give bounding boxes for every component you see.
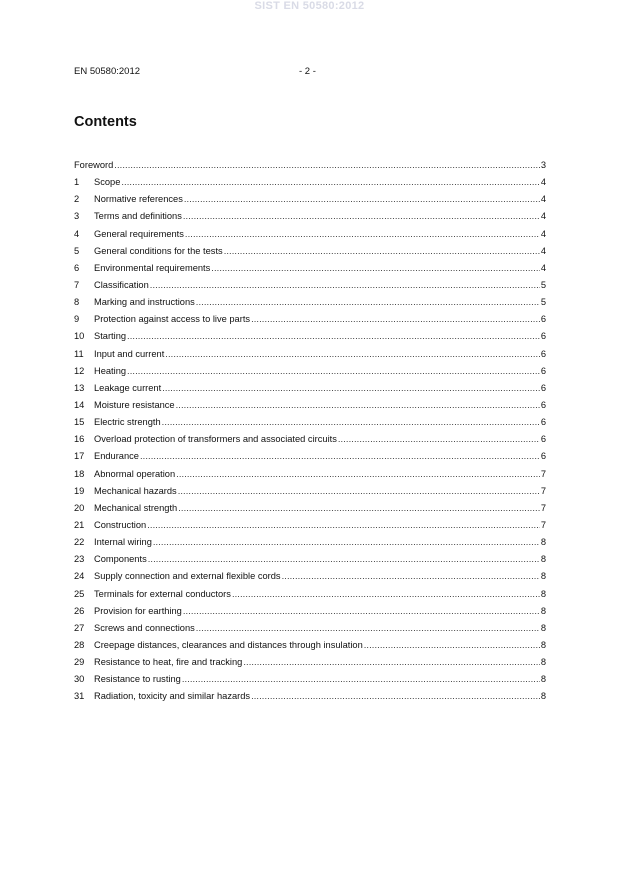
toc-entry-page: 7 <box>540 485 546 496</box>
toc-entry-number: 9 <box>74 314 80 325</box>
toc-entry[interactable] <box>74 417 546 434</box>
toc-entry-title: Provision for earthing <box>94 605 182 616</box>
toc-entry[interactable] <box>74 160 546 177</box>
toc-entry-title: Endurance <box>94 451 139 462</box>
toc-entry-number: 14 <box>74 399 85 410</box>
toc-entry-page: 7 <box>540 519 546 530</box>
toc-entry-number: 13 <box>74 382 85 393</box>
toc-dot-leader <box>243 657 540 667</box>
toc-entry-title: Mechanical hazards <box>94 485 177 496</box>
toc-entry-title: Terms and definitions <box>94 211 182 222</box>
toc-dot-leader <box>121 177 539 187</box>
toc-entry[interactable] <box>74 349 546 366</box>
toc-entry-number: 5 <box>74 245 80 256</box>
toc-entry[interactable] <box>74 571 546 588</box>
toc-entry-page: 8 <box>540 537 546 548</box>
toc-entry-number: 10 <box>74 331 85 342</box>
toc-dot-leader <box>114 160 540 170</box>
toc-dot-leader <box>182 674 540 684</box>
toc-entry-title: Foreword <box>74 160 114 170</box>
toc-entry-title: Resistance to rusting <box>94 674 181 685</box>
toc-entry-number: 28 <box>74 639 85 650</box>
toc-entry-page: 5 <box>540 297 546 308</box>
toc-dot-leader <box>148 554 540 564</box>
toc-entry-number: 11 <box>74 348 84 359</box>
toc-entry-number: 1 <box>74 177 80 188</box>
page-number: - 2 - <box>299 66 316 77</box>
toc-entry-title: Scope <box>94 177 121 188</box>
toc-entry-title: Marking and instructions <box>94 297 195 308</box>
toc-entry-page: 8 <box>540 674 546 685</box>
toc-entry-page: 6 <box>540 331 546 342</box>
toc-entry-title: Creepage distances, clearances and distances through insulation <box>94 639 363 650</box>
toc-entry-title: Abnormal operation <box>94 468 176 479</box>
toc-entry-title: Resistance to heat, fire and tracking <box>94 657 243 668</box>
toc-entry[interactable] <box>74 606 546 623</box>
toc-entry-title: Input and current <box>94 348 165 359</box>
toc-entry-page: 8 <box>540 571 546 582</box>
toc-entry-page: 5 <box>540 279 546 290</box>
toc-entry-title: Overload protection of transformers and associated circuits <box>94 434 337 445</box>
toc-entry-title: Internal wiring <box>94 537 152 548</box>
toc-entry-page: 6 <box>540 399 546 410</box>
toc-entry-title: Normative references <box>94 194 183 205</box>
toc-entry-title: Screws and connections <box>94 622 195 633</box>
toc-entry[interactable] <box>74 400 546 417</box>
toc-dot-leader <box>211 263 540 273</box>
toc-entry-number: 17 <box>74 451 85 462</box>
toc-dot-leader <box>162 383 540 393</box>
toc-entry[interactable] <box>74 451 546 468</box>
toc-dot-leader <box>165 349 540 359</box>
toc-entry-title: Electric strength <box>94 417 161 428</box>
toc-entry-page: 6 <box>540 365 546 376</box>
toc-entry-page: 6 <box>540 382 546 393</box>
toc-entry[interactable] <box>74 486 546 503</box>
contents-title: Contents <box>74 114 137 130</box>
toc-entry-title: Radiation, toxicity and similar hazards <box>94 691 251 702</box>
toc-entry-page: 4 <box>540 262 546 273</box>
toc-entry-title: General requirements <box>94 228 184 239</box>
toc-dot-leader <box>178 486 540 496</box>
toc-dot-leader <box>251 314 540 324</box>
toc-entry[interactable] <box>74 537 546 554</box>
toc-entry-page: 7 <box>540 468 546 479</box>
toc-entry-title: Leakage current <box>94 382 162 393</box>
toc-entry-number: 20 <box>74 502 85 513</box>
toc-entry-title: Supply connection and external flexible cords <box>94 571 281 582</box>
toc-entry-page: 6 <box>540 417 546 428</box>
toc-entry[interactable] <box>74 263 546 280</box>
toc-entry-page: 8 <box>540 588 546 599</box>
toc-entry[interactable] <box>74 280 546 297</box>
toc-entry[interactable] <box>74 194 546 211</box>
toc-entry[interactable] <box>74 297 546 314</box>
toc-entry[interactable] <box>74 520 546 537</box>
toc-dot-leader <box>178 503 540 513</box>
toc-entry[interactable] <box>74 177 546 194</box>
toc-entry-number: 8 <box>74 297 80 308</box>
toc-entry-title: General conditions for the tests <box>94 245 223 256</box>
toc-dot-leader <box>224 246 540 256</box>
toc-entry[interactable] <box>74 674 546 691</box>
toc-entry-page: 4 <box>540 245 546 256</box>
toc-entry-number: 2 <box>74 194 80 205</box>
toc-entry-number: 3 <box>74 211 80 222</box>
toc-entry-number: 19 <box>74 485 85 496</box>
toc-entry-page: 8 <box>540 622 546 633</box>
toc-entry[interactable] <box>74 246 546 263</box>
table-of-contents <box>74 160 546 709</box>
toc-entry[interactable] <box>74 554 546 571</box>
toc-entry[interactable] <box>74 434 546 451</box>
toc-entry[interactable] <box>74 383 546 400</box>
toc-dot-leader <box>140 451 540 461</box>
toc-entry-number: 29 <box>74 657 85 668</box>
toc-entry[interactable] <box>74 366 546 383</box>
toc-entry-number: 4 <box>74 228 80 239</box>
toc-entry-page: 6 <box>540 434 546 445</box>
toc-dot-leader <box>196 297 540 307</box>
toc-entry-page: 6 <box>540 348 546 359</box>
toc-entry[interactable] <box>74 691 546 708</box>
toc-dot-leader <box>183 606 540 616</box>
toc-entry-title: Protection against access to live parts <box>94 314 251 325</box>
toc-entry-title: Terminals for external conductors <box>94 588 231 599</box>
toc-entry-page: 7 <box>540 502 546 513</box>
toc-entry-title: Moisture resistance <box>94 399 175 410</box>
toc-dot-leader <box>176 469 540 479</box>
toc-dot-leader <box>282 571 540 581</box>
toc-entry[interactable] <box>74 657 546 674</box>
toc-entry-page: 8 <box>540 639 546 650</box>
toc-entry-page: 8 <box>540 605 546 616</box>
toc-entry-number: 15 <box>74 417 85 428</box>
toc-dot-leader <box>232 589 540 599</box>
toc-entry-number: 21 <box>74 519 85 530</box>
toc-entry-number: 30 <box>74 674 85 685</box>
toc-entry[interactable] <box>74 331 546 348</box>
toc-entry-number: 27 <box>74 622 85 633</box>
toc-entry-page: 6 <box>540 314 546 325</box>
toc-entry-number: 26 <box>74 605 85 616</box>
toc-dot-leader <box>196 623 540 633</box>
toc-dot-leader <box>184 194 540 204</box>
document-id: EN 50580:2012 <box>74 66 141 77</box>
toc-entry-page: 8 <box>540 657 546 668</box>
toc-entry-number: 25 <box>74 588 85 599</box>
toc-entry-number: 7 <box>74 279 80 290</box>
toc-dot-leader <box>153 537 540 547</box>
toc-entry-page: 4 <box>540 228 546 239</box>
toc-entry-number: 12 <box>74 365 85 376</box>
toc-entry-number: 22 <box>74 537 85 548</box>
toc-entry[interactable] <box>74 640 546 657</box>
toc-entry[interactable] <box>74 623 546 640</box>
toc-entry[interactable] <box>74 229 546 246</box>
toc-dot-leader <box>147 520 540 530</box>
toc-entry-number: 24 <box>74 571 85 582</box>
watermark: SIST EN 50580:2012 <box>254 0 365 12</box>
toc-entry-number: 31 <box>74 691 85 702</box>
toc-entry-page: 8 <box>540 691 546 702</box>
toc-dot-leader <box>150 280 540 290</box>
toc-entry-title: Starting <box>94 331 127 342</box>
toc-entry[interactable] <box>74 314 546 331</box>
toc-dot-leader <box>127 366 540 376</box>
toc-entry-title: Mechanical strength <box>94 502 178 513</box>
toc-entry-number: 16 <box>74 434 85 445</box>
toc-dot-leader <box>176 400 540 410</box>
toc-entry-title: Environmental requirements <box>94 262 211 273</box>
toc-entry[interactable] <box>74 211 546 228</box>
toc-entry-number: 6 <box>74 262 80 273</box>
toc-entry-number: 23 <box>74 554 85 565</box>
toc-entry-page: 8 <box>540 554 546 565</box>
toc-dot-leader <box>338 434 540 444</box>
toc-entry-page: 4 <box>540 211 546 222</box>
toc-entry-title: Components <box>94 554 147 565</box>
toc-entry-page: 4 <box>540 194 546 205</box>
toc-entry-title: Heating <box>94 365 127 376</box>
toc-entry-number: 18 <box>74 468 85 479</box>
toc-entry[interactable] <box>74 589 546 606</box>
toc-dot-leader <box>364 640 540 650</box>
toc-dot-leader <box>162 417 540 427</box>
toc-entry-title: Construction <box>94 519 147 530</box>
toc-dot-leader <box>127 331 540 341</box>
toc-dot-leader <box>183 211 540 221</box>
toc-entry[interactable] <box>74 469 546 486</box>
toc-dot-leader <box>251 691 540 701</box>
toc-dot-leader <box>185 229 540 239</box>
toc-entry-page: 6 <box>540 451 546 462</box>
toc-entry[interactable] <box>74 503 546 520</box>
toc-entry-page: 4 <box>540 177 546 188</box>
toc-entry-title: Classification <box>94 279 149 290</box>
toc-entry-page: 3 <box>540 160 546 170</box>
